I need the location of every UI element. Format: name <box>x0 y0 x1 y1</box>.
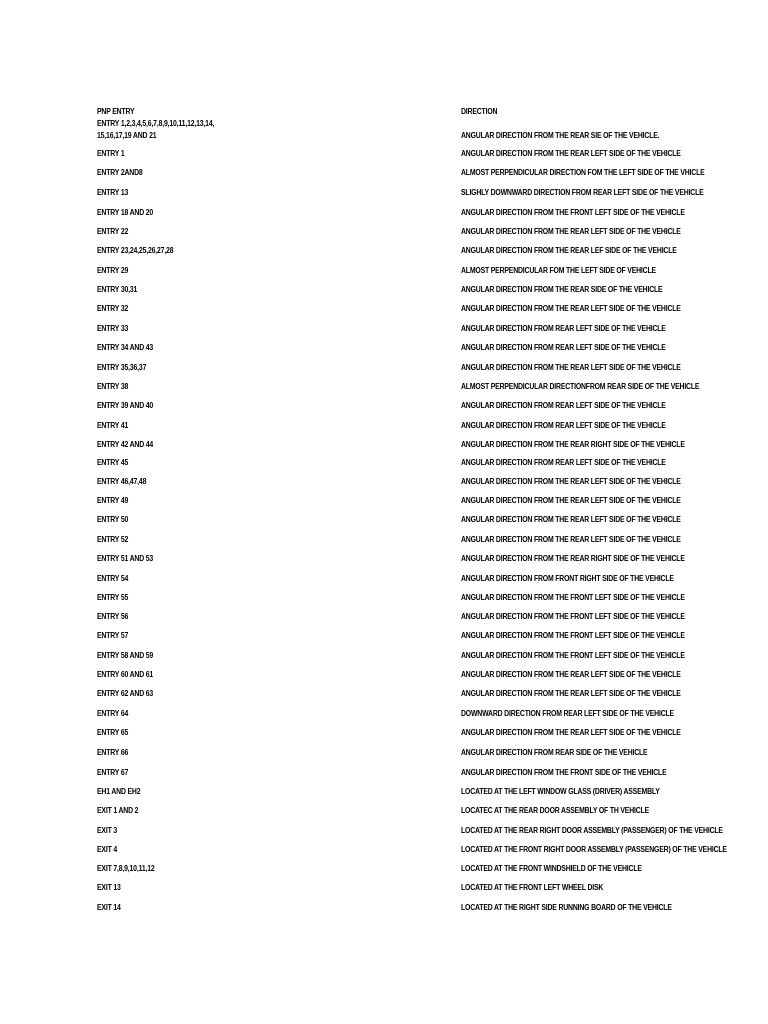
entry-label: ENTRY 62 AND 63 <box>97 689 154 698</box>
table-row <box>0 381 768 393</box>
direction-text: ANGULAR DIRECTION FROM THE REAR LEFT SIDE OF THE VEHICLE <box>461 149 681 158</box>
table-row <box>0 650 768 662</box>
entry-label: ENTRY 55 <box>97 593 129 602</box>
entry-label: ENTRY 33 <box>97 324 129 333</box>
column-title-pnp-entry: PNP ENTRY <box>97 107 135 116</box>
direction-text: ANGULAR DIRECTION FROM THE REAR LEFT SIDE OF THE VEHICLE <box>461 477 681 486</box>
table-row <box>0 342 768 354</box>
entry-label: ENTRY 50 <box>97 515 129 524</box>
direction-text: ALMOST PERPENDICULAR DIRECTIONFROM REAR SIDE OF THE VEHICLE <box>461 382 700 391</box>
direction-text: ANGULAR DIRECTION FROM THE REAR LEF SIDE OF THE VEHICLE <box>461 246 677 255</box>
table-row <box>0 825 768 837</box>
direction-text: ANGULAR DIRECTION FROM THE FRONT LEFT SIDE OF THE VEHICLE <box>461 651 685 660</box>
first-entry-line-1: ENTRY 1,2,3,4,5,6,7,8,9,10,11,12,13,14, <box>97 118 215 128</box>
entry-label: ENTRY 65 <box>97 728 129 737</box>
entry-label: EH1 AND EH2 <box>97 787 141 796</box>
direction-text: LOCATED AT THE RIGHT SIDE RUNNING BOARD OF THE VEHICLE <box>461 903 672 912</box>
direction-text: ANGULAR DIRECTION FROM THE REAR LEFT SIDE OF THE VEHICLE <box>461 535 681 544</box>
table-row <box>0 476 768 488</box>
entry-label: ENTRY 60 AND 61 <box>97 670 154 679</box>
entry-label: ENTRY 13 <box>97 188 129 197</box>
entry-label: ENTRY 45 <box>97 458 129 467</box>
entry-label: ENTRY 22 <box>97 227 129 236</box>
table-row <box>0 805 768 817</box>
entry-label: EXIT 1 AND 2 <box>97 806 139 815</box>
direction-text: ANGULAR DIRECTION FROM THE FRONT LEFT SIDE OF THE VEHICLE <box>461 612 685 621</box>
direction-text: LOCATEC AT THE REAR DOOR ASSEMBLY OF TH VEHICLE <box>461 806 650 815</box>
entry-label: ENTRY 29 <box>97 266 129 275</box>
direction-text: LOCATED AT THE FRONT LEFT WHEEL DISK <box>461 883 604 892</box>
table-row <box>0 727 768 739</box>
entry-label: ENTRY 66 <box>97 748 129 757</box>
direction-text: LOCATED AT THE FRONT RIGHT DOOR ASSEMBLY (PASSENGER) OF THE VEHICLE <box>461 845 727 854</box>
direction-text: ANGULAR DIRECTION FROM THE REAR LEFT SIDE OF THE VEHICLE <box>461 515 681 524</box>
direction-text: ANGULAR DIRECTION FROM THE REAR SIDE OF THE VEHICLE <box>461 285 663 294</box>
entry-label: ENTRY 46,47,48 <box>97 477 147 486</box>
table-row <box>0 882 768 894</box>
entry-label: ENTRY 42 AND 44 <box>97 440 154 449</box>
table-row <box>0 534 768 546</box>
table-row <box>0 439 768 451</box>
entry-label: ENTRY 58 AND 59 <box>97 651 154 660</box>
table-row <box>0 611 768 623</box>
entry-label: ENTRY 41 <box>97 421 129 430</box>
direction-text: ANGULAR DIRECTION FROM REAR SIDE OF THE VEHICLE <box>461 748 648 757</box>
direction-text: ANGULAR DIRECTION FROM THE REAR LEFT SIDE OF THE VEHICLE <box>461 304 681 313</box>
entry-label: ENTRY 64 <box>97 709 129 718</box>
table-row <box>0 323 768 335</box>
direction-text: ANGULAR DIRECTION FROM THE REAR LEFT SIDE OF THE VEHICLE <box>461 227 681 236</box>
entry-label: ENTRY 49 <box>97 496 129 505</box>
direction-text: DOWNWARD DIRECTION FROM REAR LEFT SIDE OF THE VEHICLE <box>461 709 674 718</box>
direction-text: ANGULAR DIRECTION FROM THE FRONT SIDE OF THE VEHICLE <box>461 768 667 777</box>
entry-label: EXIT 14 <box>97 903 121 912</box>
direction-text: ALMOST PERPENDICULAR DIRECTION FOM THE LEFT SIDE OF THE VHICLE <box>461 168 705 177</box>
table-row <box>0 592 768 604</box>
entry-label: EXIT 13 <box>97 883 121 892</box>
entry-label: ENTRY 38 <box>97 382 129 391</box>
entry-label: EXIT 3 <box>97 826 118 835</box>
table-row <box>0 265 768 277</box>
direction-text: ANGULAR DIRECTION FROM THE REAR RIGHT SIDE OF THE VEHICLE <box>461 440 685 449</box>
table-row <box>0 767 768 779</box>
direction-text: SLIGHLY DOWNWARD DIRECTION FROM REAR LEFT SIDE OF THE VEHICLE <box>461 188 704 197</box>
direction-text: ANGULAR DIRECTION FROM THE FRONT LEFT SIDE OF THE VEHICLE <box>461 593 685 602</box>
table-row <box>0 284 768 296</box>
entry-label: EXIT 7,8,9,10,11,12 <box>97 864 155 873</box>
direction-text: ANGULAR DIRECTION FROM REAR LEFT SIDE OF THE VEHICLE <box>461 343 666 352</box>
direction-text: ANGULAR DIRECTION FROM FRONT RIGHT SIDE OF THE VEHICLE <box>461 574 674 583</box>
entry-label: ENTRY 56 <box>97 612 129 621</box>
entry-label: EXIT 4 <box>97 845 118 854</box>
entry-label: ENTRY 39 AND 40 <box>97 401 154 410</box>
table-row <box>0 863 768 875</box>
first-entry-line-2: 15,16,17,19 AND 21 <box>97 130 157 140</box>
table-row <box>0 786 768 798</box>
table-row <box>0 844 768 856</box>
direction-text: ANGULAR DIRECTION FROM REAR LEFT SIDE OF THE VEHICLE <box>461 421 666 430</box>
table-row <box>0 688 768 700</box>
first-direction: ANGULAR DIRECTION FROM THE REAR SIE OF THE VEHICLE. <box>461 130 660 140</box>
column-title-direction: DIRECTION <box>461 107 498 116</box>
entry-label: ENTRY 54 <box>97 574 129 583</box>
entry-label: ENTRY 32 <box>97 304 129 313</box>
table-row <box>0 630 768 642</box>
table-row <box>0 553 768 565</box>
direction-text: ANGULAR DIRECTION FROM THE REAR RIGHT SIDE OF THE VEHICLE <box>461 554 685 563</box>
direction-text: ANGULAR DIRECTION FROM REAR LEFT SIDE OF THE VEHICLE <box>461 324 666 333</box>
table-row <box>0 362 768 374</box>
direction-text: ANGULAR DIRECTION FROM THE REAR LEFT SIDE OF THE VEHICLE <box>461 728 681 737</box>
direction-text: LOCATED AT THE LEFT WINDOW GLASS (DRIVER) ASSEMBLY <box>461 787 660 796</box>
entry-label: ENTRY 30,31 <box>97 285 138 294</box>
entry-label: ENTRY 67 <box>97 768 129 777</box>
table-row <box>0 708 768 720</box>
direction-text: LOCATED AT THE FRONT WINDSHIELD OF THE VEHICLE <box>461 864 642 873</box>
entry-label: ENTRY 1 <box>97 149 125 158</box>
entry-label: ENTRY 2AND8 <box>97 168 143 177</box>
direction-text: ANGULAR DIRECTION FROM THE FRONT LEFT SIDE OF THE VEHICLE <box>461 208 685 217</box>
table-row <box>0 902 768 914</box>
header-direction-block <box>461 106 659 141</box>
direction-text: ANGULAR DIRECTION FROM REAR LEFT SIDE OF THE VEHICLE <box>461 401 666 410</box>
direction-text: LOCATED AT THE REAR RIGHT DOOR ASSEMBLY (PASSENGER) OF THE VEHICLE <box>461 826 723 835</box>
direction-text: ANGULAR DIRECTION FROM THE REAR LEFT SIDE OF THE VEHICLE <box>461 670 681 679</box>
table-row <box>0 457 768 469</box>
header-spacer <box>461 118 659 130</box>
entry-label: ENTRY 35,36,37 <box>97 363 147 372</box>
entry-label: ENTRY 34 AND 43 <box>97 343 154 352</box>
direction-text: ANGULAR DIRECTION FROM THE FRONT LEFT SIDE OF THE VEHICLE <box>461 631 685 640</box>
entry-label: ENTRY 23,24,25,26,27,28 <box>97 246 174 255</box>
header-entry-block <box>97 106 381 141</box>
table-row <box>0 514 768 526</box>
entry-label: ENTRY 18 AND 20 <box>97 208 154 217</box>
entry-label: ENTRY 57 <box>97 631 129 640</box>
table-row <box>0 245 768 257</box>
table-row <box>0 148 768 160</box>
table-row <box>0 207 768 219</box>
table-row <box>0 226 768 238</box>
direction-text: ANGULAR DIRECTION FROM THE REAR LEFT SIDE OF THE VEHICLE <box>461 363 681 372</box>
table-row <box>0 669 768 681</box>
table-row <box>0 573 768 585</box>
direction-text: ANGULAR DIRECTION FROM THE REAR LEFT SIDE OF THE VEHICLE <box>461 496 681 505</box>
direction-text: ALMOST PERPENDICULAR FOM THE LEFT SIDE OF VEHICLE <box>461 266 656 275</box>
table-row <box>0 303 768 315</box>
table-row <box>0 747 768 759</box>
table-row <box>0 495 768 507</box>
direction-text: ANGULAR DIRECTION FROM THE REAR LEFT SIDE OF THE VEHICLE <box>461 689 681 698</box>
direction-text: ANGULAR DIRECTION FROM REAR LEFT SIDE OF THE VEHICLE <box>461 458 666 467</box>
table-row <box>0 400 768 412</box>
table-row <box>0 167 768 179</box>
entry-label: ENTRY 52 <box>97 535 129 544</box>
entry-label: ENTRY 51 AND 53 <box>97 554 154 563</box>
table-row <box>0 420 768 432</box>
table-row <box>0 187 768 199</box>
